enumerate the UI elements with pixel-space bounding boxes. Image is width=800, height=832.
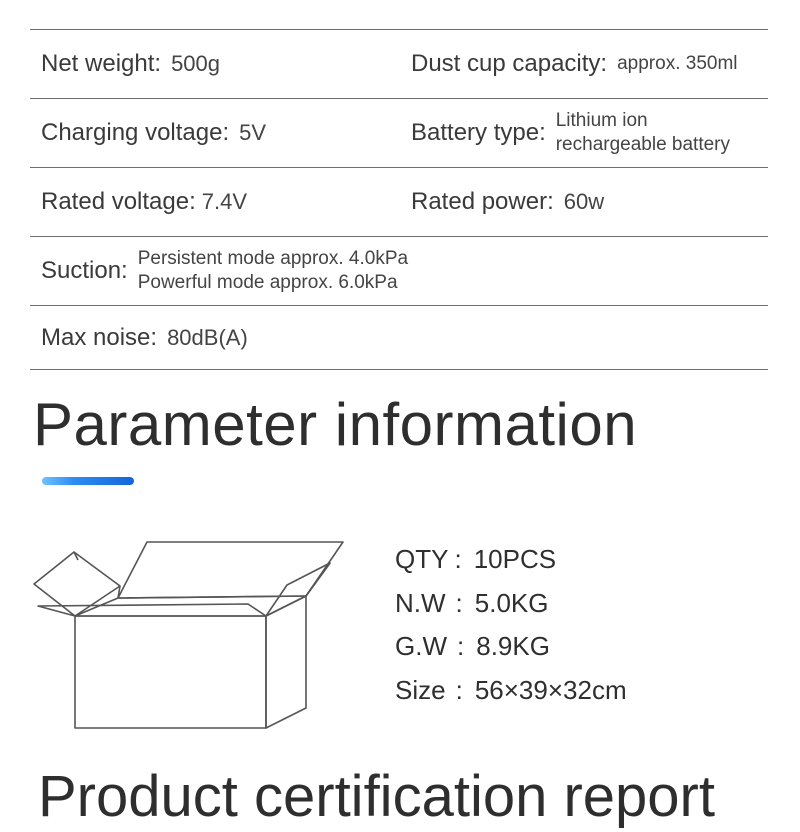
section-title: Parameter information [33,391,638,458]
packing-value: 8.9KG [476,631,550,662]
packing-value: 56×39×32cm [474,674,627,705]
spec-row-suction [30,237,768,306]
packing-separator: : [455,587,463,618]
spec-value [122,0,394,1]
carton-box-icon [30,538,350,738]
spec-value [541,0,698,1]
packing-key: N.W [395,587,446,618]
spec-label: Rated power: [411,188,554,215]
spec-value: 500g [171,51,221,76]
spec-value [138,247,408,295]
spec-cell-dust-cup [411,30,738,98]
spec-row-name [30,0,768,30]
spec-cell-max-noise [41,306,248,369]
spec-row-charging [30,99,768,168]
spec-row-noise [30,306,768,370]
spec-cell-net-weight [41,30,220,98]
spec-value: approx. 350ml [617,53,738,74]
spec-label: Charging voltage: [41,119,230,146]
spec-cell-name [41,0,394,29]
spec-cell-rated-voltage [41,168,247,236]
packing-separator: : [457,631,465,662]
packing-row-size [395,669,627,713]
spec-label [41,0,112,1]
spec-label [411,0,531,1]
packing-key: QTY [395,544,449,575]
packing-row-qty [395,538,627,582]
spec-value: 5V [239,120,267,145]
carton-box-drawing [30,538,350,738]
spec-label: Battery type: [411,119,546,146]
spec-value-line: Lithium ion [555,110,648,131]
spec-label: Dust cup capacity: [411,50,608,77]
spec-cell-dimension [411,0,698,29]
spec-value-line: Powerful mode approx. 6.0kPa [137,272,398,293]
spec-value: 7.4V [201,189,248,214]
packing-key: G.W [395,631,447,662]
packing-separator: : [455,674,463,705]
spec-cell-suction [41,237,408,305]
packing-separator: : [454,544,462,575]
packing-row-nw [395,582,627,626]
spec-value [556,109,730,157]
spec-label: Max noise: [41,323,158,351]
spec-label: Suction: [41,257,128,284]
spec-value-line: Persistent mode approx. 4.0kPa [137,248,409,269]
spec-row-rated [30,168,768,237]
spec-table [30,0,768,370]
spec-value-line: rechargeable battery [555,134,731,155]
spec-row-weight [30,30,768,99]
packing-info [395,538,627,712]
spec-label: Rated voltage: [41,188,196,215]
spec-cell-battery-type [411,99,730,167]
spec-value: 80dB(A) [167,324,248,350]
packing-row-gw [395,625,627,669]
spec-cell-rated-power [411,168,604,236]
title-accent-bar [42,477,134,485]
spec-label: Net weight: [41,50,162,77]
packing-value: 5.0KG [474,587,549,618]
packing-value: 10PCS [473,544,557,575]
footer-section-title: Product certification report [38,764,715,829]
spec-value: 60w [563,189,605,214]
packing-key: Size [395,674,446,705]
spec-cell-charging-voltage [41,99,266,167]
